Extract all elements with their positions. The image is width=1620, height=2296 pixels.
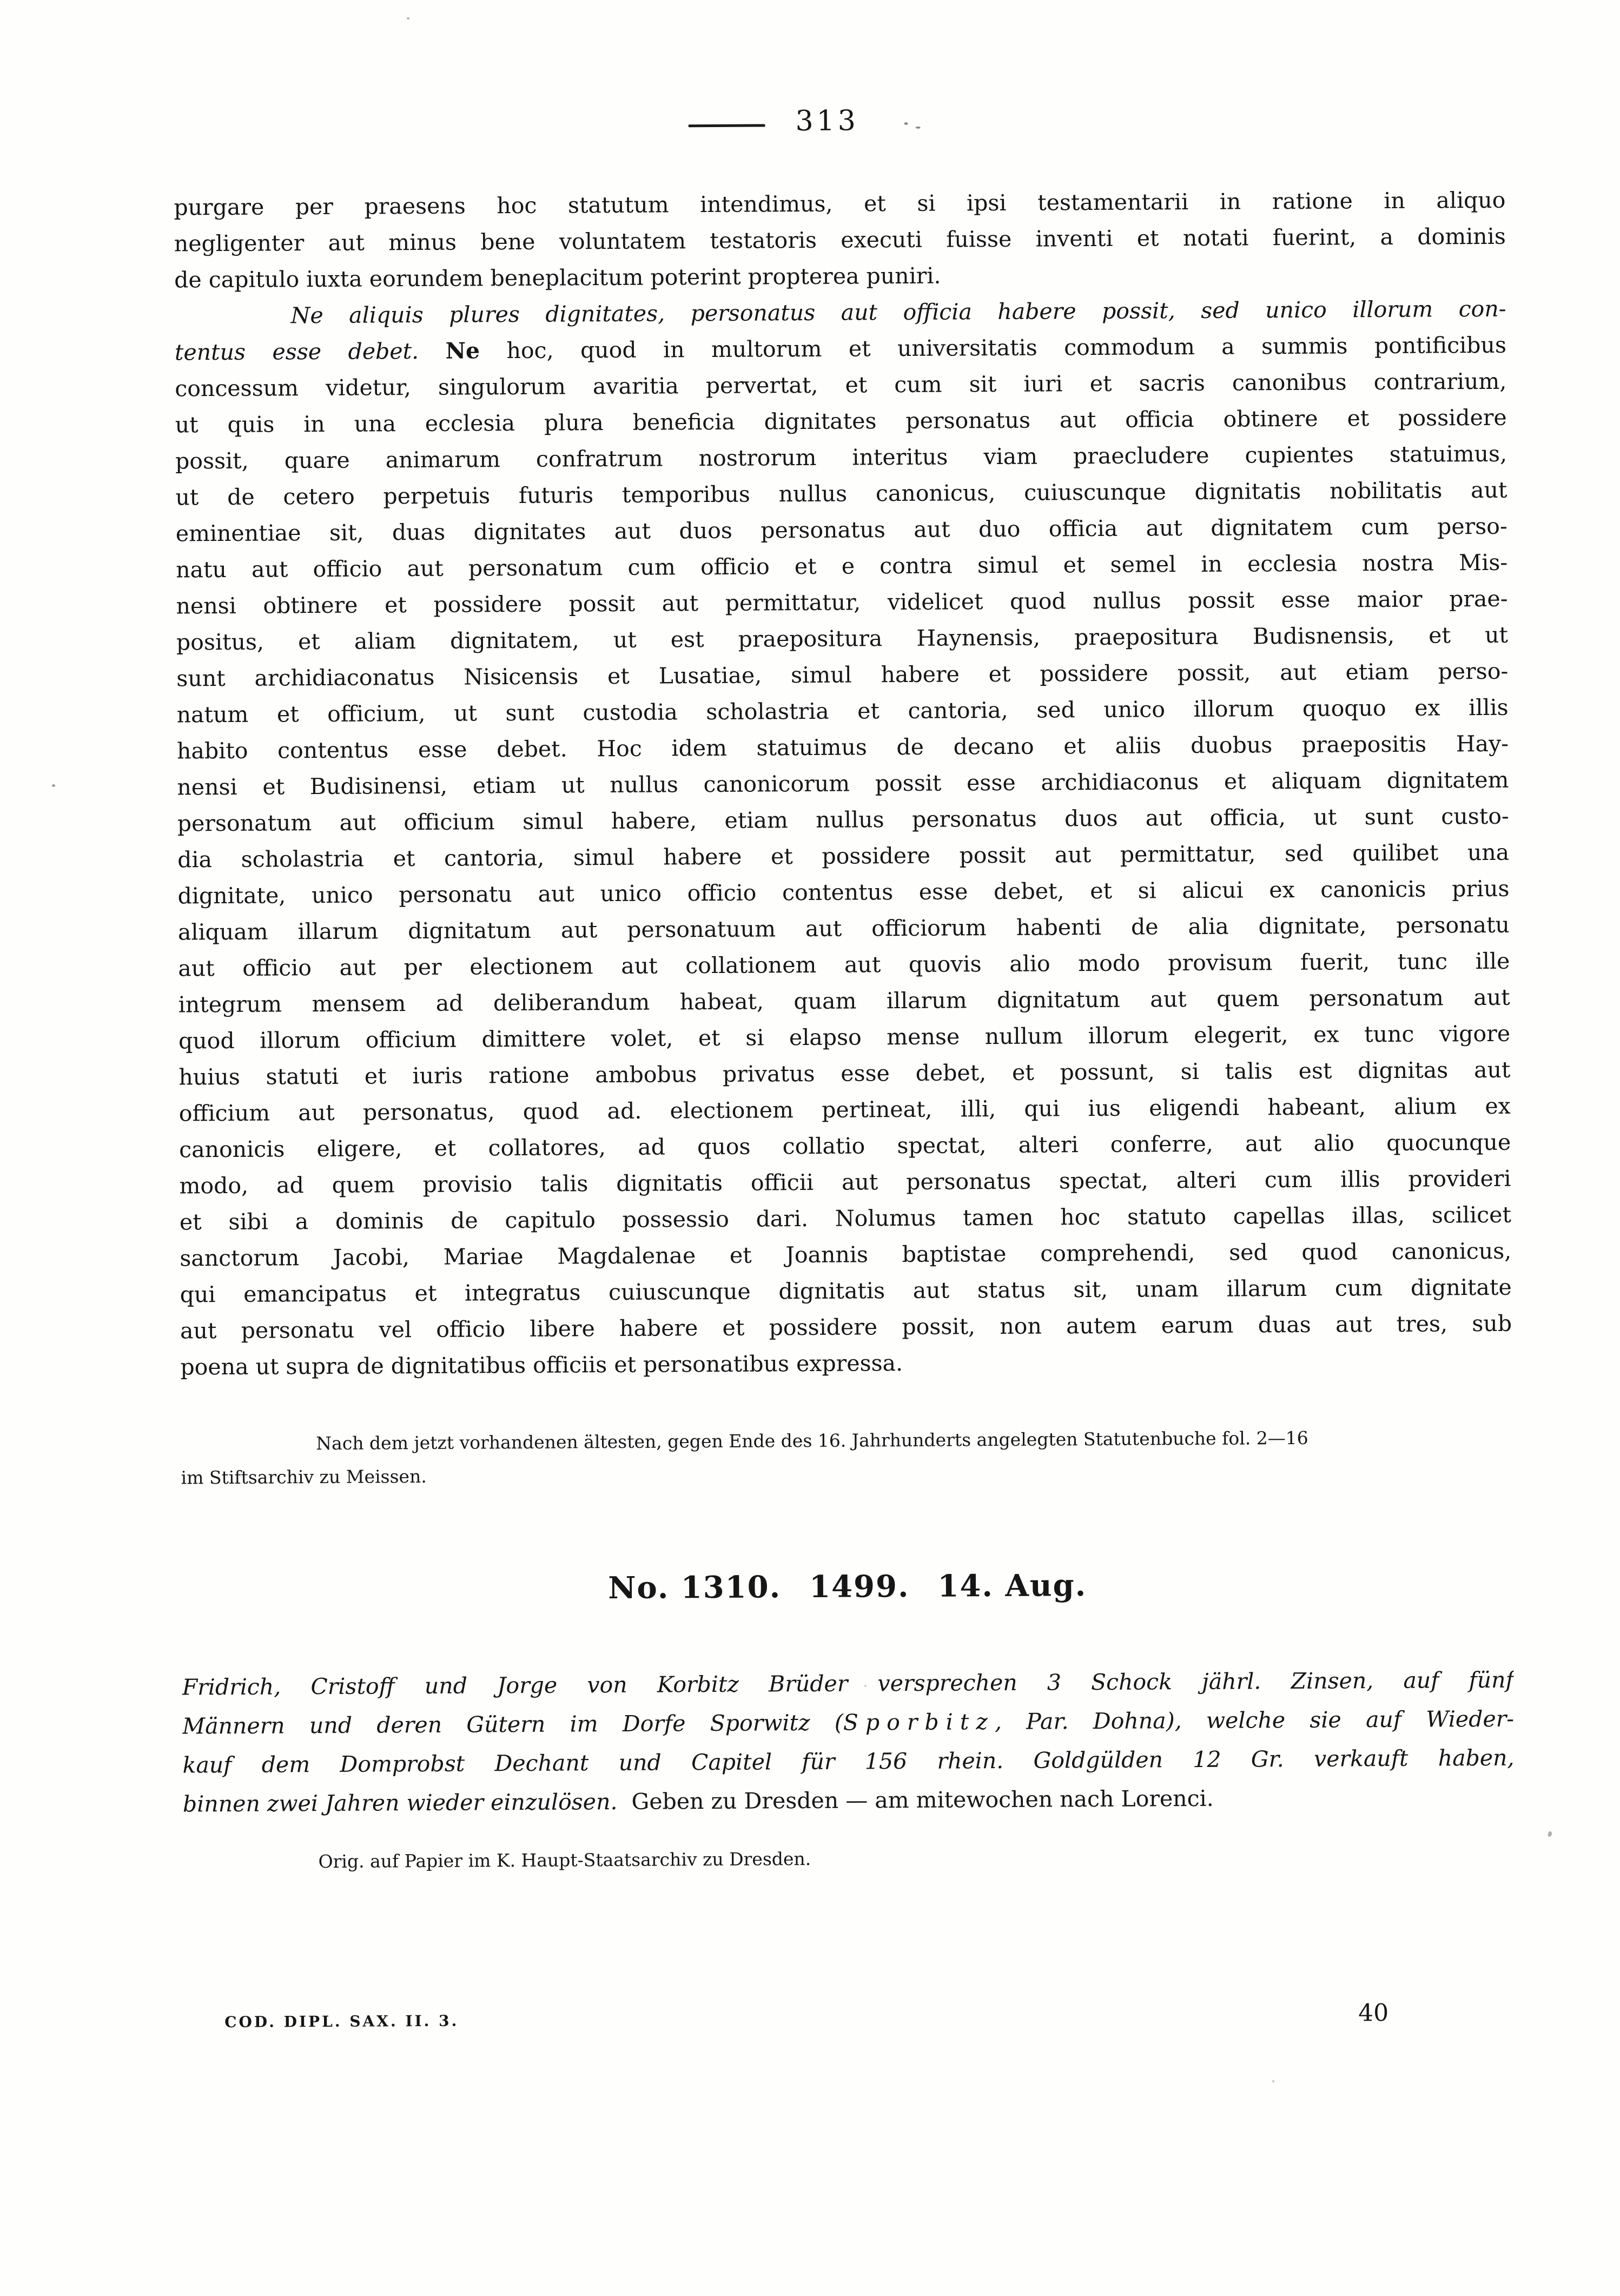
summary-line <box>183 1777 1515 1824</box>
text-line: natum et officium, ut sunt custodia scholastria et cantoria, sed unico illorum quoquo ex illis <box>176 694 1509 728</box>
text-line: ut quis in una ecclesia plura beneficia dignitates personatus aut officia obtinere et possidere <box>175 404 1507 438</box>
rubric-italic-end: tentus esse debet. <box>174 338 419 366</box>
text-line: possit, quare animarum confratrum nostrorum interitus viam praecludere cupientes statuimus, <box>175 440 1507 474</box>
text-line: negligenter aut minus bene voluntatem testatoris executi fuisse inventi et notati fuerint, a dominis <box>174 223 1506 257</box>
text-line: habito contentus esse debet. Hoc idem statuimus de decano et aliis duobus praepositis Hay- <box>176 730 1509 764</box>
text-line: quod illorum officium dimittere volet, et si elapso mense nullum illorum elegerit, ex tunc vigore <box>178 1020 1511 1054</box>
sheet-number: 40 <box>1358 1999 1389 2027</box>
text-line: integrum mensem ad deliberandum habeat, quam illarum dignitatum aut quem personatum aut <box>178 984 1510 1018</box>
page-header <box>688 104 921 138</box>
text-run: hoc, quod in multorum et universitatis commodum a summis pontificibus <box>506 332 1507 364</box>
entry-year: 1499. <box>809 1568 910 1605</box>
note-line: im Stiftsarchiv zu Meissen. <box>181 1465 427 1488</box>
text-line: personatum aut officium simul habere, etiam nullus personatus duos aut officia, ut sunt custo- <box>177 803 1509 837</box>
text-line: nensi et Budisinensi, etiam ut nullus canonicorum possit esse archidiaconus et aliquam dignitatem <box>177 766 1509 800</box>
text-line: sunt archidiaconatus Nisicensis et Lusatiae, simul habere et possidere possit, aut etiam perso- <box>176 658 1509 692</box>
text-line: eminentiae sit, duas dignitates aut duos personatus aut duo officia aut dignitatem cum perso- <box>175 513 1507 547</box>
rubric-italic: Ne aliquis plures dignitates, personatus aut officia habere possit, sed unico illorum con- <box>290 295 1506 329</box>
spaced-place-name: Sporbitz <box>843 1709 995 1736</box>
header-dots <box>904 122 921 129</box>
entry-heading <box>182 1564 1513 1610</box>
text-line: natu aut officio aut personatum cum officio et e contra simul et semel in ecclesia nostra Mis- <box>176 549 1508 583</box>
page-footer <box>184 1999 1516 2034</box>
summary-run: Männern und deren Gütern im Dorfe Sporwitz ( <box>182 1709 843 1739</box>
text-column <box>174 182 1515 1878</box>
text-line: aut personatu vel officio libere habere et possidere possit, non autem earum duas aut tres, sub <box>180 1310 1512 1344</box>
summary-italic-end: binnen zwei Jahren wieder einzulösen. <box>182 1789 618 1817</box>
text-line: purgare per praesens hoc statutum intendimus, et si ipsi testamentarii in ratione in aliquo <box>174 187 1506 221</box>
text-line: ut de cetero perpetuis futuris temporibus nullus canonicus, cuiuscunque dignitatis nobilitatis aut <box>175 477 1507 511</box>
text-line: aut officio aut per electionem aut collationem aut quovis alio modo provisum fuerit, tunc ille <box>178 948 1510 982</box>
text-line: officium aut personatus, quod ad. electionem pertineat, illi, qui ius eligendi habeant, alium ex <box>178 1093 1511 1127</box>
text-line: positus, et aliam dignitatem, ut est praepositura Haynensis, praepositura Budisnensis, et ut <box>176 621 1509 656</box>
text-line: de capitulo iuxta eorundem beneplacitum poterint propterea puniri. <box>174 262 941 293</box>
dating-clause: Geben zu Dresden — am mitewochen nach Lorenci. <box>631 1785 1214 1815</box>
text-line: et sibi a dominis de capitulo possessio dari. Nolumus tamen hoc statuto capellas illas, scilicet <box>179 1201 1512 1235</box>
series-signature: COD. DIPL. SAX. II. 3. <box>224 2012 459 2032</box>
source-note: Orig. auf Papier im K. Haupt-Staatsarchiv zu Dresden. <box>318 1848 811 1872</box>
summary-run: , Par. Dohna), welche sie auf Wieder- <box>994 1705 1515 1735</box>
text-line: poena ut supra de dignitatibus officiis et personatibus expressa. <box>180 1350 903 1380</box>
archival-note <box>181 1420 1513 1495</box>
text-line: dia scholastria et cantoria, simul habere et possidere possit aut permittatur, sed quilibet una <box>177 839 1510 873</box>
text-line: huius statuti et iuris ratione ambobus privatus esse debet, et possunt, si talis est dignitas aut <box>178 1056 1511 1090</box>
text-line: aliquam illarum dignitatum aut personatuum aut officiorum habenti de alia dignitate, personatu <box>177 911 1510 945</box>
page-number: 313 <box>795 104 859 138</box>
summary-line: Fridrich, Cristoff und Jorge von Korbitz Brüder versprechen 3 Schock jährl. Zinsen, auf fünf <box>182 1666 1514 1701</box>
scan-speck <box>1272 2080 1274 2082</box>
text-line: qui emancipatus et integratus cuiuscunque dignitatis aut status sit, unam illarum cum dignitate <box>180 1274 1512 1308</box>
text-line: concessum videtur, singulorum avaritia pervertat, et cum sit iuri et sacris canonibus contrarium, <box>175 368 1507 402</box>
text-line: canonicis eligere, et collatores, ad quos collatio spectat, alteri conferre, aut alio quocunque <box>179 1129 1511 1163</box>
entry-number: No. 1310. <box>608 1569 782 1606</box>
entry-summary <box>182 1660 1515 1824</box>
text-line: nensi obtinere et possidere possit aut permittatur, videlicet quod nullus possit esse maior prae- <box>176 585 1508 619</box>
text-line: dignitate, unico personatu aut unico officio contentus esse debet, et si alicui ex canonicis prius <box>177 875 1510 909</box>
summary-line <box>182 1699 1514 1746</box>
summary-line: kauf dem Domprobst Dechant und Capitel für 156 rhein. Goldgülden 12 Gr. verkauft haben, <box>182 1744 1515 1778</box>
scan-speck <box>407 17 409 19</box>
header-rule <box>689 124 765 127</box>
note-line: Nach dem jetzt vorhandenen ältesten, gegen Ende des 16. Jahrhunderts angelegten Statutenbuche fol. 2—16 <box>316 1427 1308 1454</box>
text-line: sanctorum Jacobi, Mariae Magdalenae et Joannis baptistae comprehendi, sed quod canonicus, <box>180 1238 1512 1272</box>
scan-speck <box>864 1685 867 1687</box>
scan-speck <box>52 784 55 787</box>
statute-paragraph-continuation <box>174 182 1506 299</box>
text-line: modo, ad quem provisio talis dignitatis officii aut personatus spectat, alteri cum illis provideri <box>179 1165 1511 1199</box>
initial-word: Ne <box>445 338 480 364</box>
entry-date: 14. Aug. <box>937 1567 1087 1604</box>
statute-paragraph-dignities <box>174 291 1512 1386</box>
